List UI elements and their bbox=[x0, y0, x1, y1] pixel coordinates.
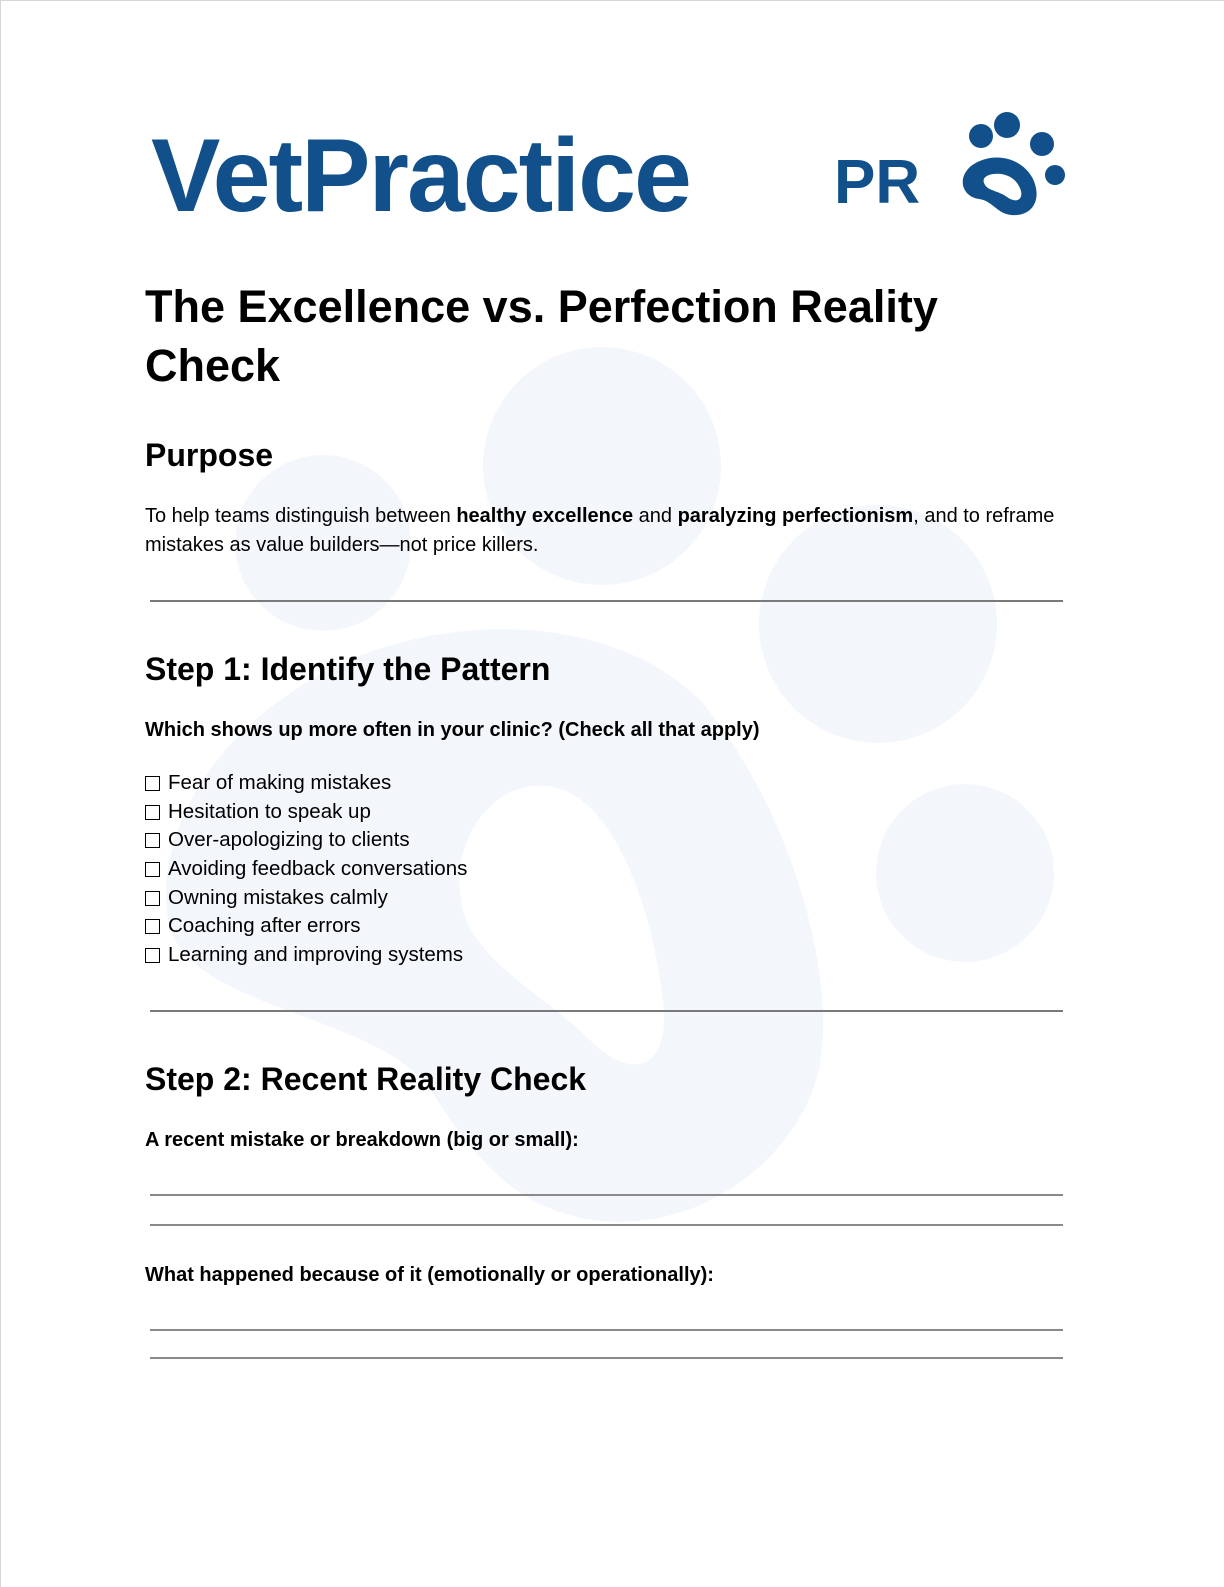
paw-print-icon bbox=[951, 111, 1071, 221]
logo-pro-text: PR bbox=[834, 148, 921, 217]
step2-heading: Step 2: Recent Reality Check bbox=[145, 1061, 587, 1097]
step1-heading: Step 1: Identify the Pattern bbox=[145, 651, 551, 687]
step1-question: Which shows up more often in your clinic? (Check all that apply) bbox=[145, 719, 760, 741]
pattern-checklist bbox=[145, 769, 467, 970]
checkbox[interactable] bbox=[145, 919, 160, 934]
checkbox[interactable] bbox=[145, 776, 160, 791]
checklist-item[interactable]: Hesitation to speak up bbox=[145, 798, 467, 827]
logo-wordmark: VetPractice bbox=[151, 118, 690, 234]
checkbox[interactable] bbox=[145, 805, 160, 820]
answer-line[interactable] bbox=[150, 1357, 1063, 1359]
checklist-item[interactable]: Avoiding feedback conversations bbox=[145, 855, 467, 884]
step2-question-mistake: A recent mistake or breakdown (big or small): bbox=[145, 1129, 579, 1151]
purpose-text: To help teams distinguish between healthy excellence and paralyzing perfectionism, and to reframe mistakes as value builders—not price killers. bbox=[145, 505, 1055, 556]
checklist-item[interactable]: Owning mistakes calmly bbox=[145, 884, 467, 913]
checkbox[interactable] bbox=[145, 833, 160, 848]
purpose-heading: Purpose bbox=[145, 437, 274, 473]
answer-line[interactable] bbox=[150, 1194, 1063, 1196]
document-title: The Excellence vs. Perfection Reality Check bbox=[145, 281, 938, 391]
checklist-item[interactable]: Over-apologizing to clients bbox=[145, 826, 467, 855]
answer-line[interactable] bbox=[150, 1224, 1063, 1226]
step2-question-impact: What happened because of it (emotionally or operationally): bbox=[145, 1264, 714, 1286]
checkbox[interactable] bbox=[145, 891, 160, 906]
section-divider bbox=[150, 1010, 1063, 1012]
checklist-item[interactable]: Fear of making mistakes bbox=[145, 769, 467, 798]
checkbox[interactable] bbox=[145, 862, 160, 877]
section-divider bbox=[150, 600, 1063, 602]
checkbox[interactable] bbox=[145, 948, 160, 963]
answer-line[interactable] bbox=[150, 1329, 1063, 1331]
checklist-item[interactable]: Learning and improving systems bbox=[145, 941, 467, 970]
checklist-item[interactable]: Coaching after errors bbox=[145, 912, 467, 941]
